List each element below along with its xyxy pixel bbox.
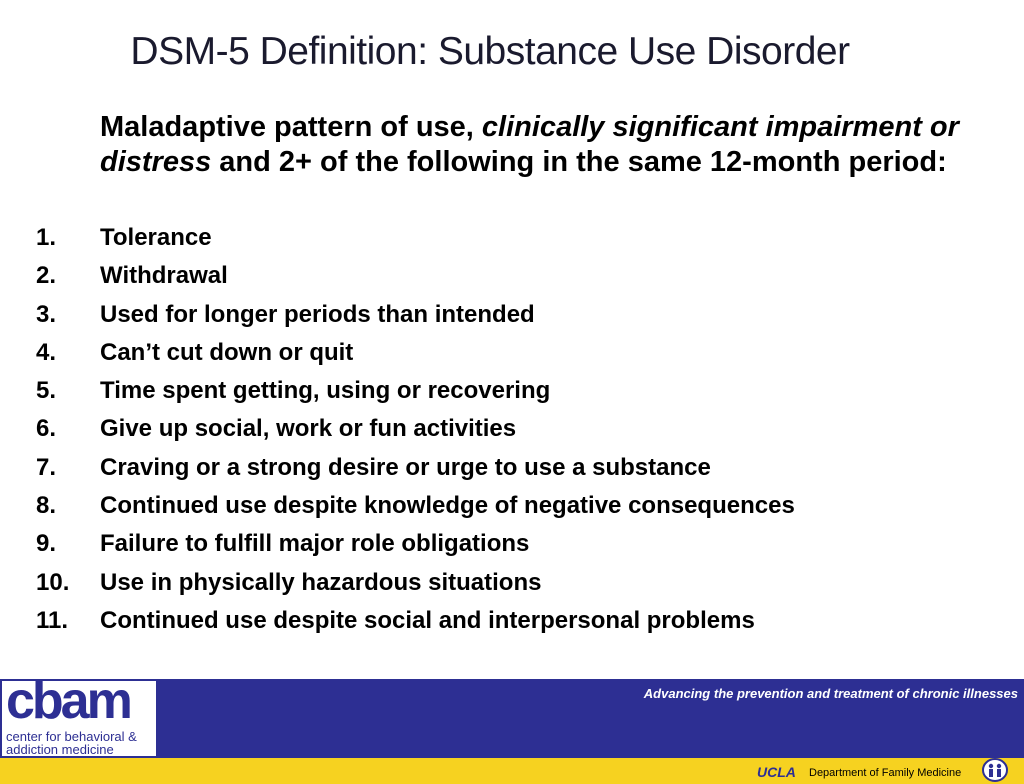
criterion-text: Continued use despite knowledge of negative consequences <box>100 492 795 520</box>
criterion-text: Craving or a strong desire or urge to use a substance <box>100 453 711 481</box>
criterion-text: Give up social, work or fun activities <box>100 415 517 443</box>
criterion-item <box>36 451 996 489</box>
criterion-text: Use in physically hazardous situations <box>100 568 542 596</box>
criterion-number: 8. <box>36 492 57 520</box>
criterion-item <box>36 374 996 412</box>
criterion-number: 4. <box>36 338 57 366</box>
ucla-label: UCLA <box>757 764 796 780</box>
criterion-text: Time spent getting, using or recovering <box>100 377 551 405</box>
criterion-number: 7. <box>36 453 57 481</box>
cbam-logo-subtitle: center for behavioral & addiction medicine <box>6 729 137 757</box>
criterion-item <box>36 527 996 565</box>
criterion-number: 1. <box>36 224 57 251</box>
criterion-number: 10. <box>36 568 70 596</box>
criterion-item <box>36 412 996 450</box>
criterion-number: 2. <box>36 262 57 290</box>
criterion-text: Tolerance <box>100 224 212 251</box>
criterion-number: 3. <box>36 300 57 328</box>
intro-emphasis: clinically significant impairment or distress <box>100 111 959 178</box>
criterion-item <box>36 221 996 259</box>
criterion-item <box>36 259 996 297</box>
criterion-number: 11. <box>36 606 69 634</box>
criterion-text: Continued use despite social and interpersonal problems <box>100 606 755 634</box>
footer-tagline: Advancing the prevention and treatment of chronic illnesses <box>643 686 1018 701</box>
cbam-logo <box>0 679 158 758</box>
intro-part-1: Maladaptive pattern of use, <box>100 111 482 143</box>
criterion-item <box>36 604 996 642</box>
criterion-number: 6. <box>36 415 57 443</box>
criterion-item <box>36 298 996 336</box>
criterion-text: Can’t cut down or quit <box>100 338 354 366</box>
dept-emblem-icon <box>982 758 1008 782</box>
criterion-text: Used for longer periods than intended <box>100 300 535 328</box>
cbam-logo-wordmark: cbam <box>6 679 130 730</box>
criterion-item <box>36 489 996 527</box>
criterion-text: Failure to fulfill major role obligations <box>100 530 530 558</box>
criteria-list <box>36 221 996 642</box>
intro-part-2: and 2+ of the following in the same 12-month period: <box>211 146 947 178</box>
criterion-text: Withdrawal <box>100 262 228 290</box>
criterion-item <box>36 566 996 604</box>
criterion-item <box>36 336 996 374</box>
criterion-number: 9. <box>36 530 57 558</box>
department-label: Department of Family Medicine <box>809 767 962 779</box>
slide-title: DSM-5 Definition: Substance Use Disorder <box>130 30 850 73</box>
intro-text <box>100 110 960 180</box>
criterion-number: 5. <box>36 377 57 405</box>
